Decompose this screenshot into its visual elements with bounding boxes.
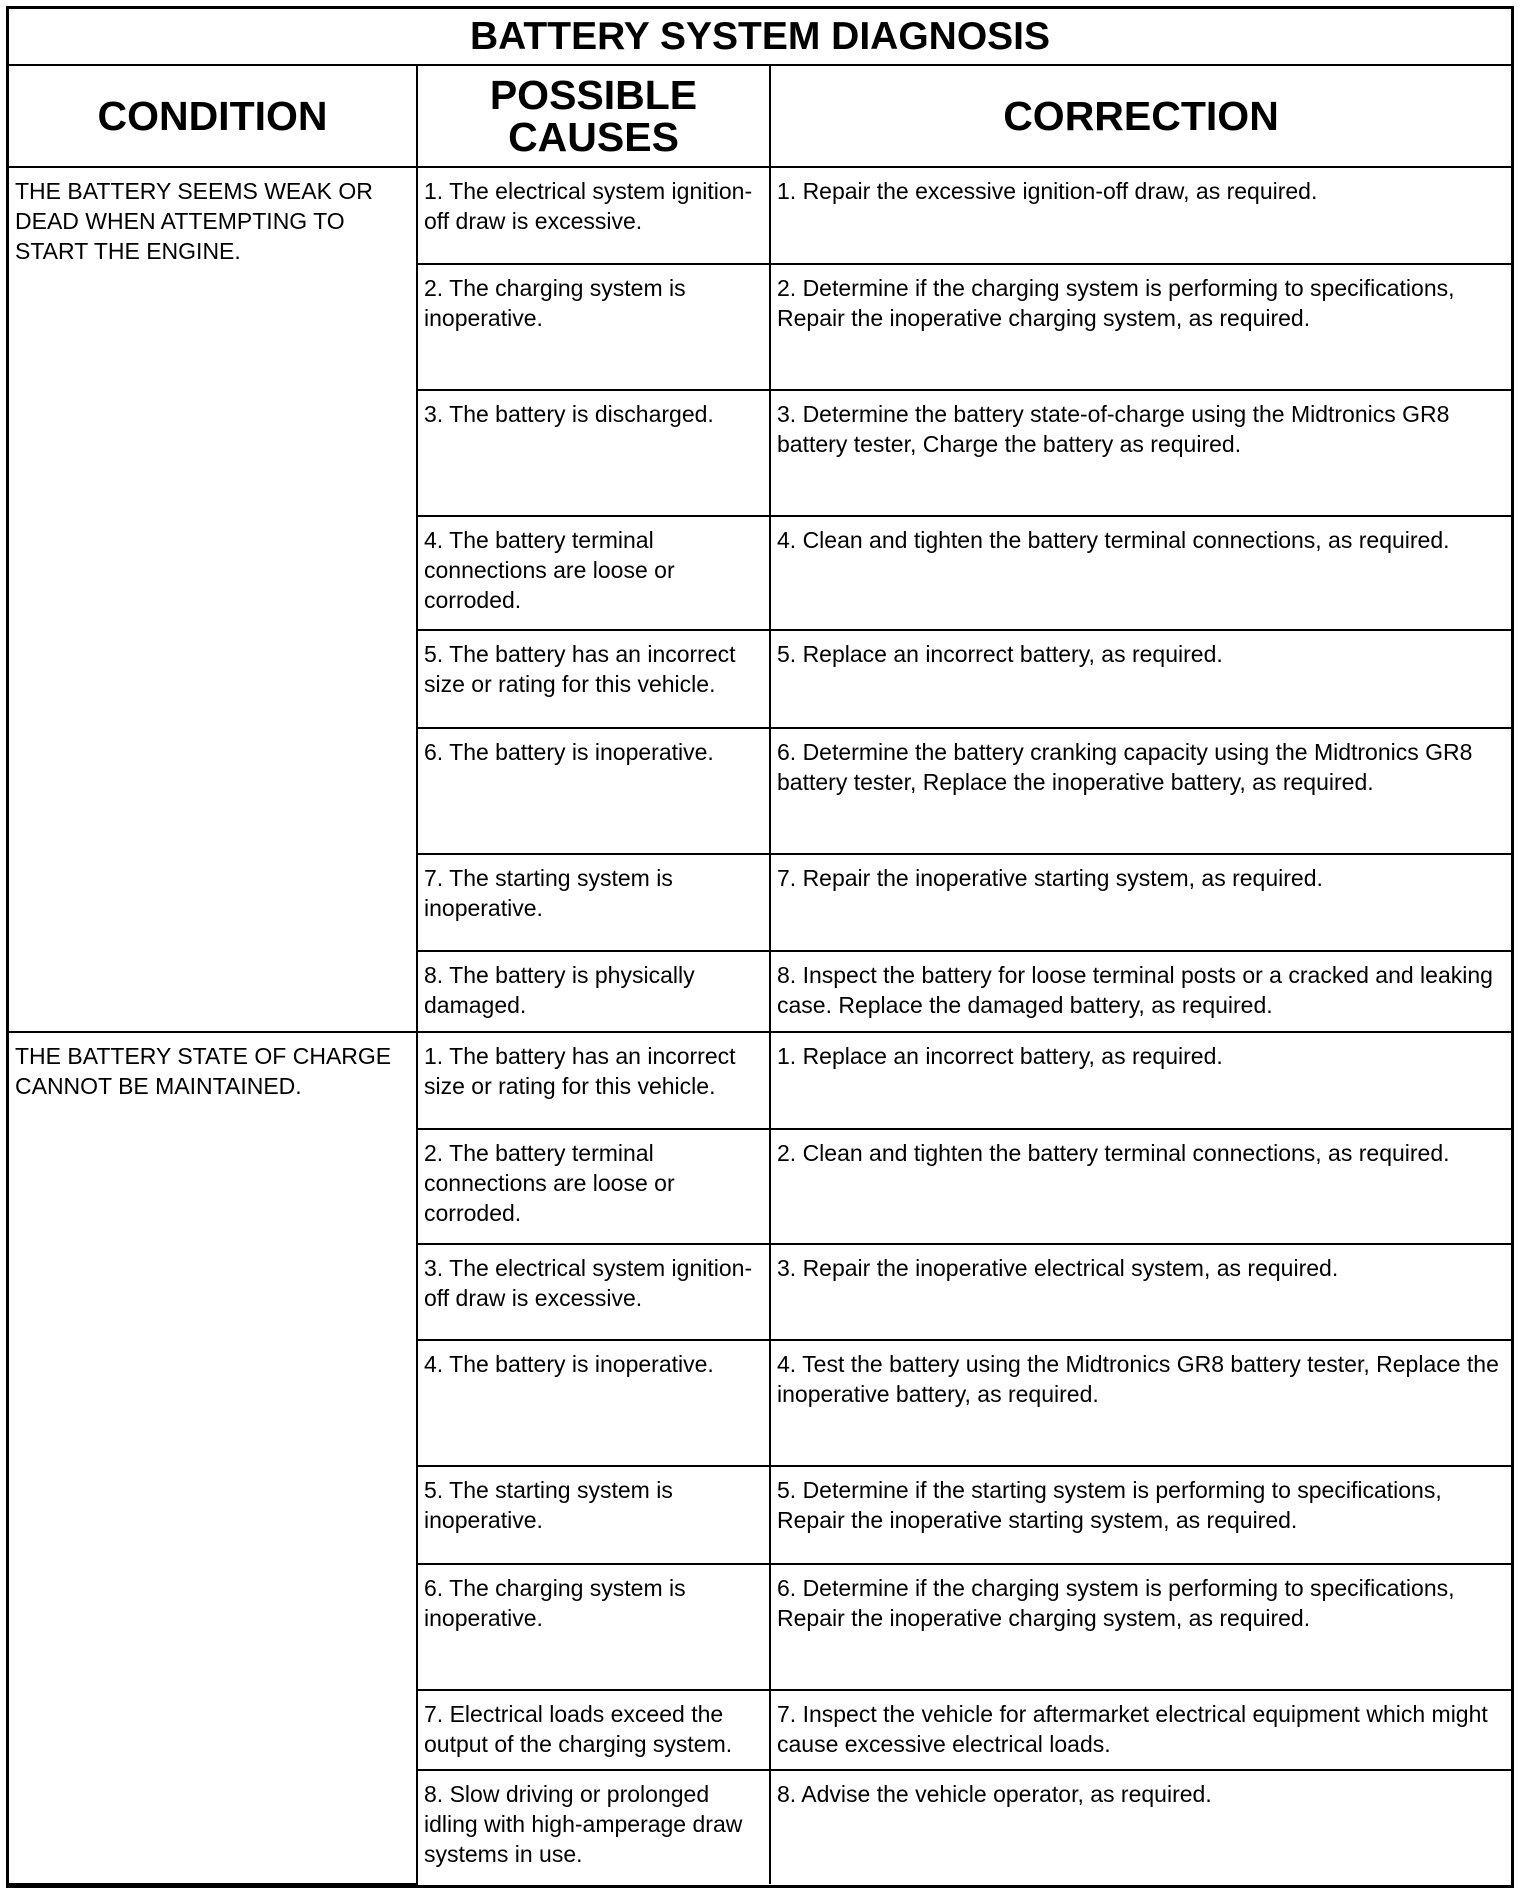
cause-cell: [417, 1564, 770, 1690]
correction-text: 8. Inspect the battery for loose terminal posts or a cracked and leaking case. Replace the damaged battery, as required.: [777, 962, 1493, 1019]
cause-cell: [417, 951, 770, 1031]
table-row: [9, 1032, 1511, 1129]
header-possible-causes-label: POSSIBLE CAUSES: [489, 71, 698, 160]
correction-cell: [770, 167, 1511, 264]
cause-cell: [417, 728, 770, 854]
cause-cell: [417, 1032, 770, 1129]
diagnosis-table-frame: [6, 6, 1514, 1888]
correction-cell: [770, 1770, 1511, 1884]
cause-cell: [417, 1129, 770, 1244]
correction-cell: [770, 1690, 1511, 1770]
correction-text: 3. Repair the inoperative electrical system, as required.: [777, 1254, 1339, 1281]
correction-text: 4. Test the battery using the Midtronics GR8 battery tester, Replace the inoperative battery, as required.: [777, 1351, 1499, 1408]
correction-text: 1. Replace an incorrect battery, as required.: [777, 1042, 1223, 1069]
correction-text: 4. Clean and tighten the battery terminal connections, as required.: [777, 526, 1450, 553]
correction-cell: [770, 728, 1511, 854]
cause-text: 1. The electrical system ignition-off draw is excessive.: [424, 178, 753, 234]
correction-text: 6. Determine the battery cranking capacity using the Midtronics GR8 battery tester, Replace the inoperative battery, as required.: [777, 738, 1473, 795]
cause-text: 5. The starting system is inoperative.: [424, 1477, 673, 1534]
table-title: BATTERY SYSTEM DIAGNOSIS: [9, 9, 1511, 65]
cause-text: 6. The charging system is inoperative.: [424, 1574, 686, 1631]
cause-text: 2. The charging system is inoperative.: [424, 275, 686, 332]
correction-text: 6. Determine if the charging system is performing to specifications, Repair the inoperative charging system, as required.: [777, 1574, 1455, 1631]
correction-cell: [770, 264, 1511, 389]
correction-cell: [770, 516, 1511, 631]
cause-cell: [417, 630, 770, 727]
correction-text: 5. Replace an incorrect battery, as required.: [777, 641, 1223, 668]
cause-text: 7. The starting system is inoperative.: [424, 864, 673, 921]
condition-text: THE BATTERY SEEMS WEAK OR DEAD WHEN ATTEMPTING TO START THE ENGINE.: [15, 178, 373, 264]
title-row: [9, 9, 1511, 65]
correction-cell: [770, 1340, 1511, 1466]
cause-text: 3. The electrical system ignition-off draw is excessive.: [424, 1254, 753, 1311]
header-correction: CORRECTION: [770, 65, 1511, 167]
correction-cell: [770, 854, 1511, 951]
cause-text: 7. Electrical loads exceed the output of the charging system.: [424, 1701, 733, 1758]
condition-cell: [9, 167, 417, 1032]
cause-cell: [417, 1466, 770, 1563]
cause-cell: [417, 264, 770, 389]
cause-cell: [417, 167, 770, 264]
condition-text: THE BATTERY STATE OF CHARGE CANNOT BE MAINTAINED.: [15, 1042, 392, 1099]
cause-cell: [417, 854, 770, 951]
correction-text: 8. Advise the vehicle operator, as required.: [777, 1781, 1212, 1808]
correction-text: 3. Determine the battery state-of-charge using the Midtronics GR8 battery tester, Charge the battery as required.: [777, 400, 1450, 457]
correction-cell: [770, 630, 1511, 727]
header-row: [9, 65, 1511, 167]
correction-cell: [770, 951, 1511, 1031]
cause-text: 4. The battery terminal connections are loose or corroded.: [424, 526, 675, 613]
cause-cell: [417, 1244, 770, 1340]
table-body: [9, 167, 1511, 1884]
correction-cell: [770, 1032, 1511, 1129]
header-possible-causes: [417, 65, 770, 167]
condition-cell: [9, 1032, 417, 1884]
cause-cell: [417, 1340, 770, 1466]
correction-cell: [770, 1129, 1511, 1244]
correction-text: 2. Determine if the charging system is performing to specifications, Repair the inoperative charging system, as required.: [777, 275, 1455, 332]
cause-text: 8. The battery is physically damaged.: [424, 962, 695, 1019]
cause-text: 3. The battery is discharged.: [424, 400, 714, 427]
header-condition: CONDITION: [9, 65, 417, 167]
correction-cell: [770, 390, 1511, 516]
cause-text: 4. The battery is inoperative.: [424, 1351, 714, 1378]
correction-text: 1. Repair the excessive ignition-off draw, as required.: [777, 178, 1318, 204]
cause-text: 1. The battery has an incorrect size or rating for this vehicle.: [424, 1042, 736, 1099]
cause-text: 6. The battery is inoperative.: [424, 738, 714, 765]
correction-text: 7. Inspect the vehicle for aftermarket electrical equipment which might cause excessive electrical loads.: [777, 1701, 1488, 1758]
correction-cell: [770, 1564, 1511, 1690]
cause-text: 8. Slow driving or prolonged idling with high-amperage draw systems in use.: [424, 1781, 743, 1868]
diagnosis-table: [9, 9, 1511, 1885]
correction-text: 5. Determine if the starting system is performing to specifications, Repair the inoperative starting system, as required.: [777, 1477, 1442, 1534]
cause-cell: [417, 516, 770, 631]
table-row: [9, 167, 1511, 264]
correction-text: 2. Clean and tighten the battery terminal connections, as required.: [777, 1140, 1450, 1167]
cause-cell: [417, 390, 770, 516]
cause-cell: [417, 1690, 770, 1770]
correction-text: 7. Repair the inoperative starting system, as required.: [777, 864, 1323, 891]
correction-cell: [770, 1244, 1511, 1340]
cause-text: 5. The battery has an incorrect size or rating for this vehicle.: [424, 641, 736, 698]
correction-cell: [770, 1466, 1511, 1563]
cause-text: 2. The battery terminal connections are loose or corroded.: [424, 1140, 675, 1227]
cause-cell: [417, 1770, 770, 1884]
